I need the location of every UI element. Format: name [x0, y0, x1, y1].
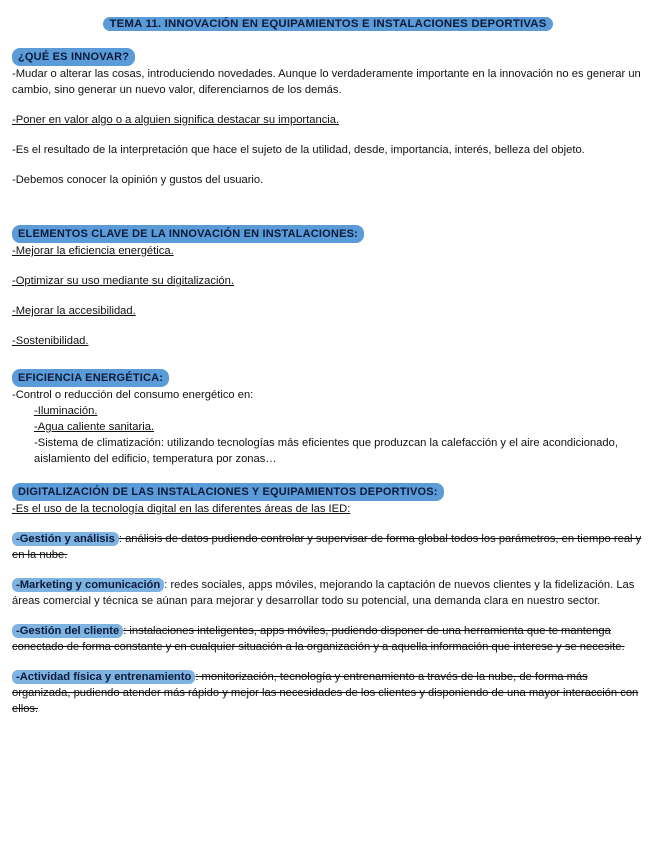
item-text: : análisis de datos pudiendo controlar y supervisar de forma global todos los parámetros, en tiempo real y en la nube.: [12, 533, 642, 561]
list-item: -Sistema de climatización: utilizando tecnologías más eficientes que produzcan la calefacción y el aire acondicionado, aislamiento del edificio, temperatura por zonas…: [34, 437, 618, 465]
list-item: -Optimizar su uso mediante su digitalización.: [12, 275, 234, 287]
paragraph: -Control o reducción del consumo energético en:: [12, 389, 254, 401]
section-heading: ¿QUÉ ES INNOVAR?: [12, 48, 135, 66]
digital-item-actividad-fisica: [12, 669, 644, 717]
section-digitalizacion: [12, 483, 644, 717]
paragraph: -Debemos conocer la opinión y gustos del usuario.: [12, 174, 264, 186]
item-label: -Gestión del cliente: [12, 624, 123, 638]
paragraph: -Mudar o alterar las cosas, introduciendo novedades. Aunque lo verdaderamente importante en la innovación no es generar un cambio, sino generar un nuevo valor, diferenciarnos de los demás.: [12, 68, 641, 96]
page-title: TEMA 11. INNOVACIÓN EN EQUIPAMIENTOS E INSTALACIONES DEPORTIVAS: [103, 17, 552, 31]
title-block: [0, 16, 656, 32]
list-item: -Sostenibilidad.: [12, 335, 89, 347]
paragraph: -Es el resultado de la interpretación que hace el sujeto de la utilidad, desde, importancia, interés, belleza del objeto.: [12, 144, 585, 156]
digital-item-gestion-analisis: [12, 531, 644, 563]
section-eficiencia: [12, 369, 644, 467]
section-heading: EFICIENCIA ENERGÉTICA:: [12, 369, 169, 387]
section-elementos-clave: [12, 225, 644, 349]
section-heading: DIGITALIZACIÓN DE LAS INSTALACIONES Y EQUIPAMIENTOS DEPORTIVOS:: [12, 483, 444, 501]
section-innovar: [12, 48, 644, 188]
section-heading: ELEMENTOS CLAVE DE LA INNOVACIÓN EN INSTALACIONES:: [12, 225, 364, 243]
list-item: -Mejorar la eficiencia energética.: [12, 245, 174, 257]
item-label: -Actividad física y entrenamiento: [12, 670, 195, 684]
item-label: -Marketing y comunicación: [12, 578, 164, 592]
paragraph: -Poner en valor algo o a alguien significa destacar su importancia.: [12, 114, 340, 126]
item-text: : monitorización, tecnología y entrenamiento a través de la nube, de forma más organizada, pudiendo atender más rápido y mejor las necesidades de los clientes y disponiendo de una mayor interacción con ellos.: [12, 671, 639, 715]
digital-item-gestion-cliente: [12, 623, 644, 655]
item-text: : redes sociales, apps móviles, mejorando la captación de nuevos clientes y la fidelización. Las áreas comercial y técnica se aúnan para mejorar y desarrollar todo su potencial, una demanda clara en nuestro sector.: [12, 579, 635, 607]
digital-item-marketing: [12, 577, 644, 609]
item-label: -Gestión y análisis: [12, 532, 119, 546]
paragraph: -Es el uso de la tecnología digital en las diferentes áreas de las IED:: [12, 503, 351, 515]
list-item: -Iluminación.: [34, 405, 98, 417]
list-item: -Mejorar la accesibilidad.: [12, 305, 136, 317]
item-text: : instalaciones inteligentes, apps móviles, pudiendo disponer de una herramienta que te mantenga conectado de forma constante y en cualquier situación a la organización y a aquella información que interese y se necesite.: [12, 625, 625, 653]
list-item: -Agua caliente sanitaria.: [34, 421, 155, 433]
